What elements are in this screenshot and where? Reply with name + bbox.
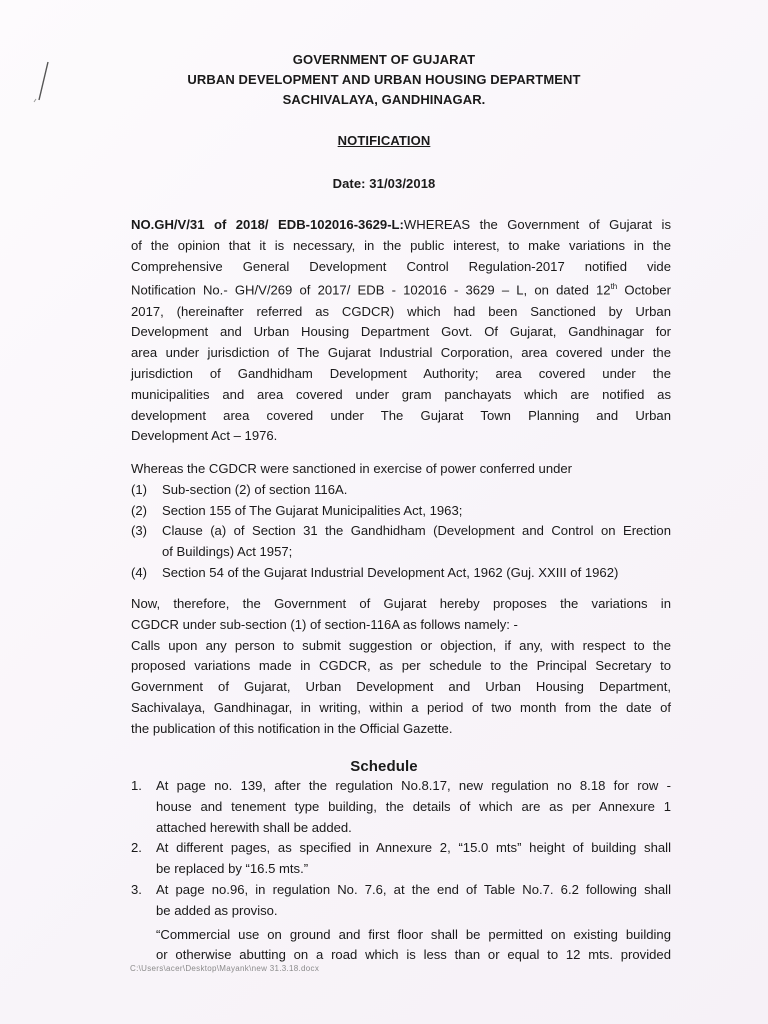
notification-title: NOTIFICATION: [337, 133, 431, 148]
schedule-title: Schedule: [350, 758, 418, 775]
header-location: SACHIVALAYA, GANDHINAGAR.: [282, 92, 486, 107]
proposal-paragraph: Now, therefore, the Government of Gujarat hereby proposes the variations in CGDCR under sub-section (1) of section-116A as follows namely: - Calls upon any person to submit suggestion or objection, if any, with respect to the proposed variations made in CGDCR, as per schedule to the Principal Secretary to Government of Gujarat, Urban Development and Urban Housing Department, Sachivalaya, Gandhinagar, in writing, within a period of two month from the date of the publication of this notification in the Official Gazette.: [131, 596, 671, 736]
list-item: 2. At different pages, as specified in Annexure 2, “15.0 mts” height of building shall be replaced by “16.5 mts.”: [131, 840, 671, 877]
preamble-paragraph: NO.GH/V/31 of 2018/ EDB-102016-3629-L:WHEREAS the Government of Gujarat is of the opinion that it is necessary, in the public interest, to make variations in the Comprehensive General Development Control Regulation-2017 notified vide Notification No.- GH/V/269 of 2017/ EDB - 102016 - 3629 – L, on dated 12th October 2017, (hereinafter referred as CGDCR) which had been Sanctioned by Urban Development and Urban Housing Department Govt. Of Gujarat, Gandhinagar for area under jurisdiction of The Gujarat Industrial Corporation, area covered under the jurisdiction of Gandhidham Development Authority; area covered under the municipalities and area covered under gram panchayats which are notified as development area covered under The Gujarat Town Planning and Urban Development Act – 1976.: [131, 217, 672, 444]
list-item: (1) Sub-section (2) of section 116A.: [131, 481, 348, 497]
list-item: (2) Section 155 of The Gujarat Municipalities Act, 1963;: [131, 502, 463, 518]
notification-date: Date: 31/03/2018: [332, 176, 436, 191]
list-item: (3) Clause (a) of Section 31 the Gandhidham (Development and Control on Erection of Buildings) Act 1957;: [131, 523, 671, 560]
header-government: GOVERNMENT OF GUJARAT: [292, 52, 476, 67]
proviso-text: “Commercial use on ground and first floor shall be permitted on existing building or otherwise abutting on a road which is less than or equal to 12 mts. provided: [156, 926, 671, 963]
powers-paragraph: [131, 459, 671, 584]
powers-intro: Whereas the CGDCR were sanctioned in exercise of power conferred under: [131, 461, 573, 476]
list-item: 1. At page no. 139, after the regulation No.8.17, new regulation no 8.18 for row - house and tenement type building, the details of which are as per Annexure 1 attached herewith shall be added.: [131, 778, 671, 835]
list-item: (4) Section 54 of the Gujarat Industrial Development Act, 1962 (Guj. XXIII of 1962): [131, 564, 619, 580]
notification-reference: NO.GH/V/31 of 2018/ EDB-102016-3629-L:: [131, 217, 404, 232]
header-department: URBAN DEVELOPMENT AND URBAN HOUSING DEPARTMENT: [187, 72, 581, 87]
file-path-footer: C:\Users\acer\Desktop\Mayank\new 31.3.18.docx: [130, 964, 320, 973]
list-item: 3. At page no.96, in regulation No. 7.6, at the end of Table No.7. 6.2 following shall be added as proviso.: [131, 881, 671, 918]
schedule-list: [131, 776, 671, 966]
